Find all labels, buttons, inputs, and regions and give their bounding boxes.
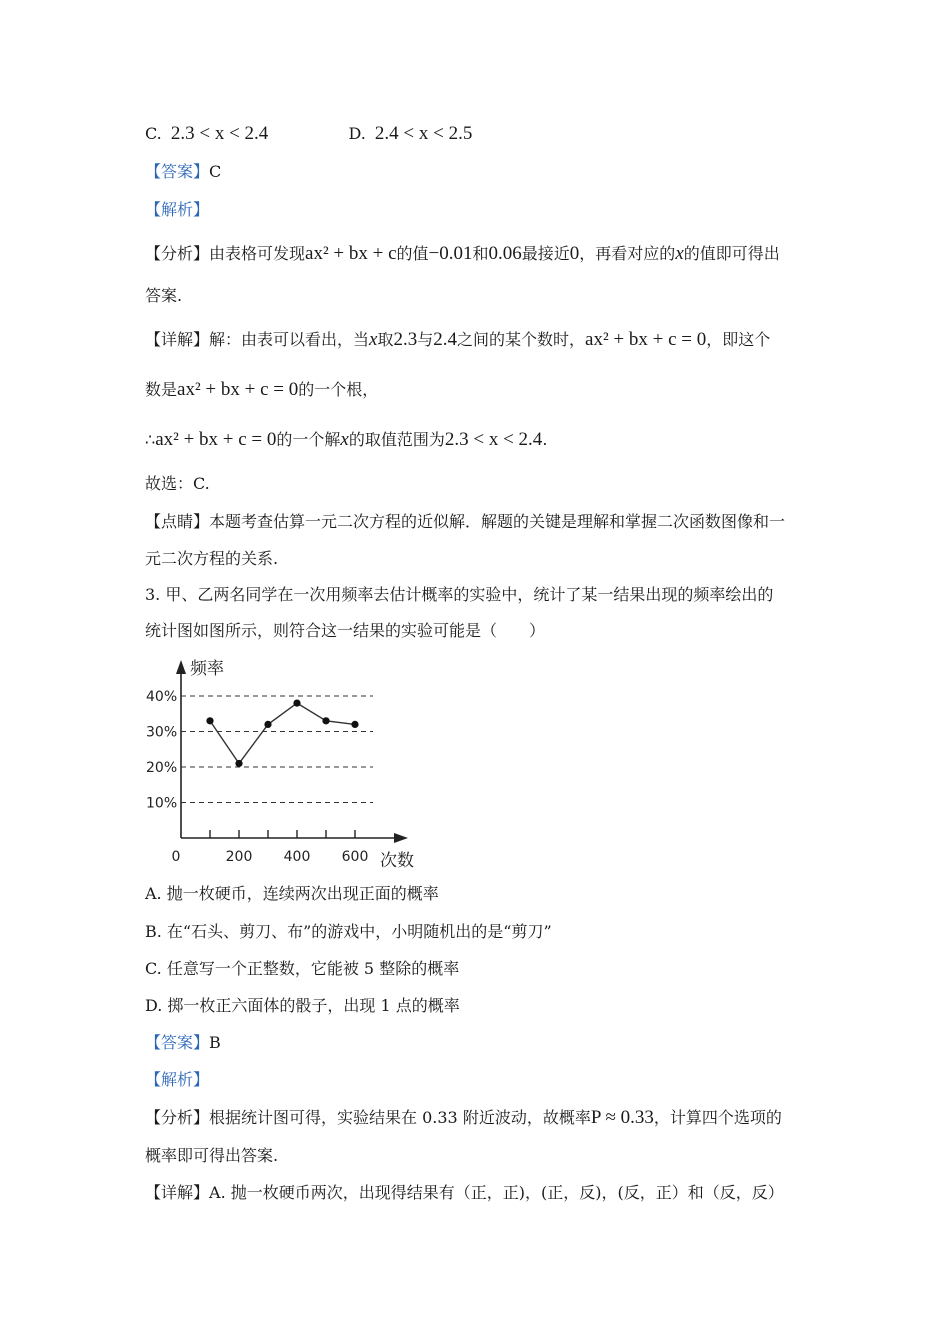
y-tick-label: 30%	[146, 724, 178, 741]
xiangjie-text: ，即这个	[706, 330, 771, 349]
xiangjie-equation: ax² + bx + c = 0	[585, 329, 707, 350]
frequency-line-chart	[138, 650, 438, 875]
xiangjie-text: 解：由表可以看出，当	[209, 330, 370, 349]
xiangjie-text: 取	[377, 330, 394, 349]
fenxi-text: ，再看对应的	[579, 244, 676, 263]
series-line	[210, 703, 355, 763]
q2-analysis-tag: 【解析】	[145, 200, 210, 219]
q3-fenxi-line1	[145, 1106, 782, 1130]
x-axis-arrow-icon	[394, 833, 408, 843]
fenxi-value: 0	[569, 243, 580, 264]
q3-analysis-tag: 【解析】	[145, 1070, 210, 1089]
q2-answer	[145, 160, 221, 184]
therefore-symbol: ∴	[145, 430, 156, 449]
dianjing-tag: 【点睛】	[145, 512, 210, 531]
data-point	[351, 721, 358, 728]
fenxi-text: 的值	[396, 244, 429, 263]
y-tick-label: 20%	[146, 760, 178, 776]
x-tick-label: 600	[341, 849, 369, 865]
q2-xiangjie-line1	[145, 328, 770, 352]
fenxi-expr: ax² + bx + c	[305, 243, 397, 264]
q3-stem-line1: 3. 甲、乙两名同学在一次用频率去估计概率的实验中，统计了某一结果出现的频率绘出的	[145, 585, 774, 604]
xiangjie-value: 2.3	[393, 329, 418, 350]
q3-option-a: A. 抛一枚硬币，连续两次出现正面的概率	[145, 884, 439, 903]
q2-fenxi-line2: 答案.	[145, 286, 183, 305]
data-point	[322, 717, 329, 724]
q2-fenxi-line1	[145, 242, 780, 266]
xiangjie-text: 与	[417, 330, 434, 349]
data-point	[235, 760, 242, 767]
xiangjie-equation: ax² + bx + c = 0	[177, 379, 299, 400]
xiangjie-range: 2.3 < x < 2.4	[444, 429, 543, 450]
data-point	[206, 717, 213, 724]
q2-options-row	[145, 122, 472, 146]
fenxi-value: −0.01	[428, 243, 473, 264]
option-c-math: 2.3 < x < 2.4	[170, 123, 269, 144]
xiangjie-text: 数是	[145, 380, 178, 399]
fenxi-text: 根据统计图可得，实验结果在 0.33 附近波动，故概率	[209, 1108, 591, 1127]
answer-value: C	[209, 162, 222, 181]
fenxi-tag: 【分析】	[145, 244, 210, 263]
q2-choose: 故选：C.	[145, 474, 210, 493]
xiangjie-text: 的取值范围为	[348, 430, 445, 449]
fenxi-text: 和	[472, 244, 489, 263]
q2-dianjing-line2: 元二次方程的关系.	[145, 549, 279, 568]
probability-expr: P ≈ 0.33	[590, 1107, 654, 1128]
y-tick-label: 10%	[146, 795, 178, 812]
answer-value: B	[209, 1033, 221, 1052]
fenxi-var: x	[675, 243, 684, 264]
fenxi-text: ，计算四个选项的	[653, 1108, 782, 1127]
xiangjie-tag: 【详解】	[145, 1183, 210, 1202]
x-tick-label: 0	[171, 849, 181, 865]
q2-xiangjie-line3	[145, 428, 547, 452]
answer-tag: 【答案】	[145, 1033, 210, 1052]
q2-xiangjie-line2	[145, 378, 378, 402]
data-point	[293, 700, 300, 707]
y-axis-arrow-icon	[176, 660, 186, 674]
option-d-label: D.	[348, 124, 366, 143]
q3-option-c: C. 任意写一个正整数，它能被 5 整除的概率	[145, 959, 460, 978]
dianjing-text: 本题考查估算一元二次方程的近似解．解题的关键是理解和掌握二次函数图像和一	[209, 512, 786, 531]
x-axis-label: 次数	[380, 851, 414, 871]
xiangjie-value: 2.4	[433, 329, 457, 350]
xiangjie-text: 之间的某个数时，	[457, 330, 586, 349]
fenxi-text: 的值即可得出	[683, 244, 780, 263]
xiangjie-var: x	[369, 329, 378, 350]
q3-option-b: B. 在“石头、剪刀、布”的游戏中，小明随机出的是“剪刀”	[145, 922, 552, 941]
q3-stem-line2: 统计图如图所示，则符合这一结果的实验可能是（ ）	[145, 621, 546, 640]
q2-dianjing-line1	[145, 510, 785, 534]
data-point	[264, 721, 271, 728]
answer-tag: 【答案】	[145, 162, 210, 181]
x-tick-label: 200	[225, 849, 253, 865]
q3-answer	[145, 1031, 221, 1055]
option-d-math: 2.4 < x < 2.5	[374, 123, 473, 144]
xiangjie-equation: ax² + bx + c = 0	[155, 429, 277, 450]
fenxi-value: 0.06	[488, 243, 522, 264]
fenxi-text: 最接近	[521, 244, 570, 263]
y-tick-label: 40%	[146, 689, 178, 705]
q3-xiangjie-line	[145, 1181, 784, 1205]
xiangjie-text: 的一个解	[276, 430, 341, 449]
xiangjie-text: A. 抛一枚硬币两次，出现得结果有（正，正)，(正，反)，(反，正）和（反，反）	[209, 1183, 784, 1202]
option-c-label: C.	[145, 124, 162, 143]
xiangjie-var: x	[340, 429, 349, 450]
x-tick-label: 400	[283, 849, 311, 865]
y-axis-label: 频率	[190, 659, 224, 679]
fenxi-text: 由表格可发现	[209, 244, 306, 263]
q3-option-d: D. 掷一枚正六面体的骰子，出现 1 点的概率	[145, 996, 460, 1015]
xiangjie-text: 的一个根，	[298, 380, 379, 399]
xiangjie-tag: 【详解】	[145, 330, 210, 349]
xiangjie-text: .	[542, 430, 548, 449]
q3-fenxi-line2: 概率即可得出答案.	[145, 1146, 279, 1165]
fenxi-tag: 【分析】	[145, 1108, 210, 1127]
